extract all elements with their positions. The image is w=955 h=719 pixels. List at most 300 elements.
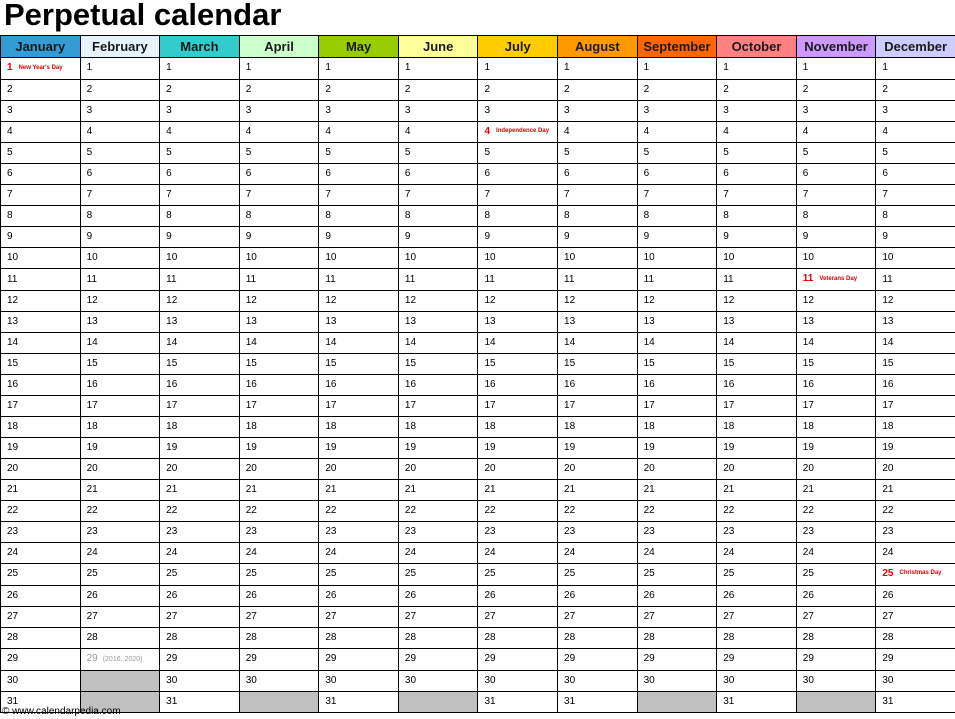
day-cell: 15	[717, 353, 797, 374]
day-cell: 19	[80, 437, 160, 458]
day-cell: 15	[637, 353, 717, 374]
day-cell: 5	[478, 143, 558, 164]
day-cell: 21	[160, 479, 240, 500]
footer-credit: © www.calendarpedia.com	[2, 706, 121, 717]
day-cell: 24	[80, 542, 160, 563]
day-cell: 8	[319, 206, 399, 227]
day-cell: 3	[637, 100, 717, 121]
day-cell: 1	[239, 58, 319, 80]
day-cell: 2	[478, 79, 558, 100]
day-cell: 14	[319, 332, 399, 353]
day-row	[1, 648, 955, 670]
holiday-name: New Year's Day	[18, 64, 63, 71]
day-cell: 20	[876, 458, 955, 479]
day-row	[1, 100, 955, 121]
day-cell: 30	[239, 670, 319, 691]
holiday-day-number: 4	[484, 125, 491, 137]
day-cell: 13	[160, 311, 240, 332]
day-cell: 9	[398, 227, 478, 248]
day-cell: 19	[558, 437, 638, 458]
day-cell: 10	[558, 248, 638, 269]
day-cell: 22	[80, 500, 160, 521]
day-cell: 13	[796, 311, 876, 332]
day-cell: 5	[80, 143, 160, 164]
day-cell: 18	[319, 416, 399, 437]
day-cell: 18	[239, 416, 319, 437]
day-cell: 7	[239, 185, 319, 206]
day-cell: 12	[876, 290, 955, 311]
day-cell: 13	[558, 311, 638, 332]
day-cell: 28	[717, 627, 797, 648]
day-cell: 29	[637, 648, 717, 670]
day-cell: 28	[876, 627, 955, 648]
day-row	[1, 606, 955, 627]
day-cell: 26	[1, 585, 81, 606]
day-cell: 17	[319, 395, 399, 416]
day-cell: 4	[80, 121, 160, 143]
day-cell: 26	[319, 585, 399, 606]
day-cell: 26	[239, 585, 319, 606]
day-cell: 27	[80, 606, 160, 627]
day-cell: 6	[160, 164, 240, 185]
day-row	[1, 164, 955, 185]
day-cell: 19	[1, 437, 81, 458]
day-cell: 16	[160, 374, 240, 395]
day-row	[1, 269, 955, 291]
day-cell: 20	[796, 458, 876, 479]
day-cell: 21	[796, 479, 876, 500]
day-cell: 21	[398, 479, 478, 500]
day-cell: 18	[876, 416, 955, 437]
day-cell: 18	[558, 416, 638, 437]
day-cell: 12	[160, 290, 240, 311]
day-row	[1, 121, 955, 143]
day-cell: 30	[637, 670, 717, 691]
day-cell: 3	[239, 100, 319, 121]
day-cell: 23	[160, 521, 240, 542]
day-cell: 13	[876, 311, 955, 332]
day-cell: 29	[717, 648, 797, 670]
day-cell: 19	[239, 437, 319, 458]
day-row	[1, 521, 955, 542]
month-header-november: November	[796, 36, 876, 58]
day-row	[1, 185, 955, 206]
day-cell: 8	[478, 206, 558, 227]
day-cell: 8	[558, 206, 638, 227]
day-cell: 29	[319, 648, 399, 670]
day-cell: 11	[80, 269, 160, 291]
day-cell: 21	[80, 479, 160, 500]
holiday-cell	[1, 58, 81, 80]
day-cell: 16	[398, 374, 478, 395]
day-cell: 26	[876, 585, 955, 606]
day-cell: 23	[637, 521, 717, 542]
day-cell: 24	[558, 542, 638, 563]
day-cell: 1	[80, 58, 160, 80]
day-cell: 16	[478, 374, 558, 395]
day-cell: 14	[80, 332, 160, 353]
day-cell: 2	[717, 79, 797, 100]
day-cell: 9	[239, 227, 319, 248]
day-cell: 24	[876, 542, 955, 563]
day-cell: 14	[796, 332, 876, 353]
day-cell: 25	[239, 563, 319, 585]
day-cell: 14	[398, 332, 478, 353]
day-cell: 16	[558, 374, 638, 395]
day-cell: 30	[876, 670, 955, 691]
day-cell: 22	[796, 500, 876, 521]
day-cell: 30	[1, 670, 81, 691]
day-cell: 5	[160, 143, 240, 164]
day-cell: 25	[796, 563, 876, 585]
day-cell: 22	[319, 500, 399, 521]
day-cell: 11	[876, 269, 955, 291]
day-cell: 27	[1, 606, 81, 627]
day-cell: 17	[478, 395, 558, 416]
day-cell: 12	[1, 290, 81, 311]
day-cell: 13	[478, 311, 558, 332]
day-cell: 21	[239, 479, 319, 500]
day-cell: 28	[1, 627, 81, 648]
day-cell: 30	[717, 670, 797, 691]
day-cell: 17	[239, 395, 319, 416]
day-cell: 30	[319, 670, 399, 691]
day-cell: 23	[717, 521, 797, 542]
day-row	[1, 290, 955, 311]
day-cell: 25	[637, 563, 717, 585]
day-row	[1, 585, 955, 606]
unused-day-cell	[239, 691, 319, 712]
day-cell: 10	[160, 248, 240, 269]
day-cell: 31	[558, 691, 638, 712]
day-cell: 11	[637, 269, 717, 291]
day-cell: 6	[558, 164, 638, 185]
day-cell: 22	[558, 500, 638, 521]
day-cell: 29	[478, 648, 558, 670]
day-cell: 4	[319, 121, 399, 143]
day-cell: 23	[558, 521, 638, 542]
day-cell: 1	[717, 58, 797, 80]
day-cell: 30	[478, 670, 558, 691]
day-cell: 16	[319, 374, 399, 395]
day-cell: 6	[239, 164, 319, 185]
day-cell: 3	[1, 100, 81, 121]
unused-day-cell	[80, 670, 160, 691]
day-cell: 20	[160, 458, 240, 479]
day-cell: 25	[478, 563, 558, 585]
day-row	[1, 248, 955, 269]
day-cell: 24	[319, 542, 399, 563]
day-cell: 3	[876, 100, 955, 121]
day-cell: 30	[558, 670, 638, 691]
day-cell: 9	[876, 227, 955, 248]
day-cell: 10	[1, 248, 81, 269]
day-cell: 15	[239, 353, 319, 374]
day-cell: 12	[637, 290, 717, 311]
month-header-august: August	[558, 36, 638, 58]
leap-day-number: 29	[86, 652, 98, 664]
day-cell: 7	[398, 185, 478, 206]
day-cell: 5	[1, 143, 81, 164]
day-cell: 26	[478, 585, 558, 606]
holiday-cell	[478, 121, 558, 143]
day-cell: 1	[796, 58, 876, 80]
day-cell: 10	[637, 248, 717, 269]
day-cell: 17	[80, 395, 160, 416]
day-row	[1, 416, 955, 437]
day-row	[1, 563, 955, 585]
day-cell: 16	[717, 374, 797, 395]
day-cell: 22	[160, 500, 240, 521]
day-cell: 24	[478, 542, 558, 563]
day-cell: 20	[637, 458, 717, 479]
calendar-body	[1, 58, 955, 713]
day-cell: 25	[319, 563, 399, 585]
day-cell: 4	[160, 121, 240, 143]
day-cell: 20	[239, 458, 319, 479]
day-cell: 12	[717, 290, 797, 311]
day-row	[1, 479, 955, 500]
day-cell: 23	[239, 521, 319, 542]
day-row	[1, 58, 955, 80]
day-cell: 11	[478, 269, 558, 291]
day-cell: 18	[478, 416, 558, 437]
day-cell: 14	[239, 332, 319, 353]
day-cell: 13	[717, 311, 797, 332]
day-cell: 23	[1, 521, 81, 542]
day-cell: 19	[398, 437, 478, 458]
day-cell: 7	[160, 185, 240, 206]
calendar-table	[0, 35, 955, 713]
day-cell: 7	[796, 185, 876, 206]
day-cell: 21	[717, 479, 797, 500]
day-cell: 22	[398, 500, 478, 521]
day-cell: 2	[239, 79, 319, 100]
day-cell: 29	[796, 648, 876, 670]
day-cell: 3	[398, 100, 478, 121]
day-cell: 28	[558, 627, 638, 648]
holiday-name: Christmas Day	[899, 570, 942, 577]
day-cell: 30	[160, 670, 240, 691]
day-cell: 3	[717, 100, 797, 121]
day-cell: 24	[1, 542, 81, 563]
day-row	[1, 311, 955, 332]
day-cell: 12	[558, 290, 638, 311]
day-cell: 14	[876, 332, 955, 353]
day-cell: 3	[478, 100, 558, 121]
day-row	[1, 542, 955, 563]
day-cell: 20	[717, 458, 797, 479]
month-header-september: September	[637, 36, 717, 58]
day-cell: 14	[160, 332, 240, 353]
day-row	[1, 374, 955, 395]
day-cell: 31	[478, 691, 558, 712]
day-cell: 18	[398, 416, 478, 437]
day-cell: 9	[796, 227, 876, 248]
day-cell: 29	[1, 648, 81, 670]
day-cell: 7	[1, 185, 81, 206]
day-cell: 20	[1, 458, 81, 479]
month-header-january: January	[1, 36, 81, 58]
day-cell: 18	[796, 416, 876, 437]
day-row	[1, 332, 955, 353]
day-cell: 2	[558, 79, 638, 100]
day-cell: 1	[160, 58, 240, 80]
month-header-february: February	[80, 36, 160, 58]
day-cell: 26	[160, 585, 240, 606]
day-cell: 22	[876, 500, 955, 521]
day-cell: 25	[1, 563, 81, 585]
holiday-day-number: 25	[882, 567, 894, 579]
day-cell: 16	[876, 374, 955, 395]
day-cell: 12	[398, 290, 478, 311]
day-cell: 22	[1, 500, 81, 521]
day-cell: 15	[160, 353, 240, 374]
day-cell: 27	[558, 606, 638, 627]
leap-day-cell	[80, 648, 160, 670]
day-cell: 19	[160, 437, 240, 458]
month-header-july: July	[478, 36, 558, 58]
day-cell: 14	[558, 332, 638, 353]
day-cell: 4	[558, 121, 638, 143]
day-cell: 13	[1, 311, 81, 332]
day-cell: 18	[1, 416, 81, 437]
month-header-december: December	[876, 36, 955, 58]
day-cell: 17	[637, 395, 717, 416]
day-cell: 24	[717, 542, 797, 563]
day-cell: 19	[319, 437, 399, 458]
day-cell: 25	[717, 563, 797, 585]
unused-day-cell	[637, 691, 717, 712]
day-cell: 3	[319, 100, 399, 121]
day-row	[1, 353, 955, 374]
day-cell: 5	[319, 143, 399, 164]
day-cell: 3	[160, 100, 240, 121]
day-cell: 25	[398, 563, 478, 585]
day-cell: 28	[637, 627, 717, 648]
day-cell: 12	[239, 290, 319, 311]
day-cell: 12	[80, 290, 160, 311]
day-cell: 26	[398, 585, 478, 606]
day-cell: 15	[876, 353, 955, 374]
day-cell: 5	[558, 143, 638, 164]
day-cell: 11	[160, 269, 240, 291]
day-cell: 16	[239, 374, 319, 395]
day-cell: 13	[80, 311, 160, 332]
day-cell: 26	[796, 585, 876, 606]
day-cell: 10	[717, 248, 797, 269]
day-cell: 1	[319, 58, 399, 80]
day-row	[1, 79, 955, 100]
month-header-october: October	[717, 36, 797, 58]
day-cell: 25	[80, 563, 160, 585]
day-cell: 9	[160, 227, 240, 248]
day-cell: 9	[319, 227, 399, 248]
day-cell: 30	[398, 670, 478, 691]
day-cell: 7	[319, 185, 399, 206]
day-cell: 14	[478, 332, 558, 353]
leap-year-note: (2016, 2020)	[102, 655, 143, 663]
month-header-may: May	[319, 36, 399, 58]
day-cell: 5	[796, 143, 876, 164]
day-cell: 26	[80, 585, 160, 606]
day-cell: 19	[637, 437, 717, 458]
day-cell: 28	[478, 627, 558, 648]
day-cell: 29	[876, 648, 955, 670]
day-cell: 8	[239, 206, 319, 227]
day-cell: 6	[319, 164, 399, 185]
day-row	[1, 500, 955, 521]
day-cell: 1	[876, 58, 955, 80]
day-cell: 23	[80, 521, 160, 542]
day-cell: 8	[796, 206, 876, 227]
holiday-cell	[876, 563, 955, 585]
day-cell: 29	[398, 648, 478, 670]
day-cell: 20	[80, 458, 160, 479]
day-cell: 24	[637, 542, 717, 563]
day-row	[1, 206, 955, 227]
day-cell: 10	[796, 248, 876, 269]
day-cell: 11	[319, 269, 399, 291]
day-row	[1, 627, 955, 648]
day-cell: 7	[558, 185, 638, 206]
day-cell: 27	[239, 606, 319, 627]
day-cell: 28	[796, 627, 876, 648]
day-cell: 4	[239, 121, 319, 143]
day-row	[1, 437, 955, 458]
day-cell: 23	[876, 521, 955, 542]
unused-day-cell	[796, 691, 876, 712]
day-cell: 6	[637, 164, 717, 185]
day-cell: 15	[80, 353, 160, 374]
day-cell: 20	[319, 458, 399, 479]
day-cell: 21	[319, 479, 399, 500]
day-cell: 16	[1, 374, 81, 395]
day-row	[1, 670, 955, 691]
day-cell: 17	[558, 395, 638, 416]
day-cell: 2	[80, 79, 160, 100]
day-cell: 26	[637, 585, 717, 606]
day-cell: 27	[717, 606, 797, 627]
day-cell: 23	[796, 521, 876, 542]
day-cell: 24	[160, 542, 240, 563]
month-header-april: April	[239, 36, 319, 58]
day-cell: 2	[398, 79, 478, 100]
day-cell: 17	[398, 395, 478, 416]
holiday-cell	[796, 269, 876, 291]
day-cell: 12	[319, 290, 399, 311]
day-cell: 31	[319, 691, 399, 712]
day-cell: 26	[717, 585, 797, 606]
day-cell: 16	[80, 374, 160, 395]
day-cell: 15	[398, 353, 478, 374]
day-cell: 19	[876, 437, 955, 458]
day-cell: 13	[319, 311, 399, 332]
day-cell: 17	[1, 395, 81, 416]
day-cell: 19	[478, 437, 558, 458]
day-cell: 7	[637, 185, 717, 206]
day-cell: 4	[1, 121, 81, 143]
day-cell: 2	[319, 79, 399, 100]
day-cell: 28	[160, 627, 240, 648]
day-cell: 13	[239, 311, 319, 332]
day-cell: 8	[717, 206, 797, 227]
day-cell: 5	[398, 143, 478, 164]
day-cell: 4	[717, 121, 797, 143]
day-cell: 8	[637, 206, 717, 227]
day-cell: 25	[558, 563, 638, 585]
day-cell: 21	[478, 479, 558, 500]
